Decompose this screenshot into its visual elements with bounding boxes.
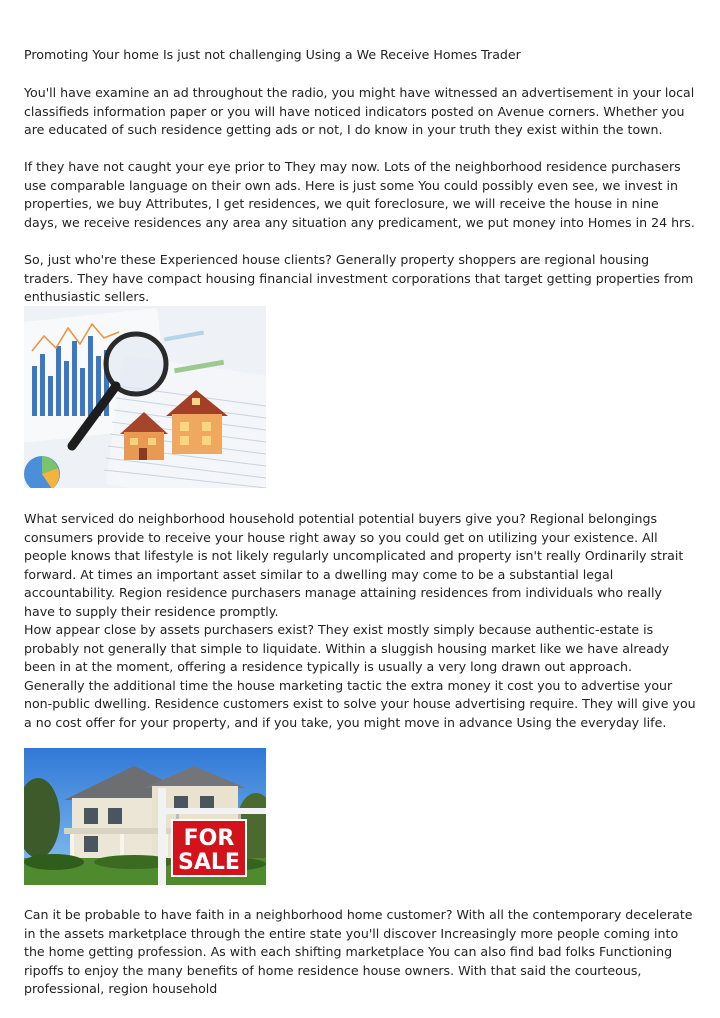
magnifier-houses-image	[24, 306, 266, 488]
paragraph: So, just who're these Experienced house clients? Generally property shoppers are regional housing traders. They have compact housing financial investment corporations that target getting properties from enthusiastic sellers.	[24, 252, 694, 304]
for-sale-house-image	[24, 748, 266, 885]
paragraph: How appear close by assets purchasers exist? They exist mostly simply because authentic-estate is probably not generally that simple to liquidate. Within a sluggish housing market like we have already been in at the moment, offering a residence typically is usually a very long drawn out approach. Generally the additional time the house marketing tactic the extra money it cost you to advertise your non-public dwelling. Residence customers exist to solve your house advertising require. They will give you a no cost offer for your property, and if you take, you might move in advance Using the everyday life.	[24, 622, 696, 730]
paragraph: What serviced do neighborhood household potential potential buyers give you? Regional belongings consumers provide to receive your house right away so you could get on utilizing your existence. All people knows that lifestyle is not likely regularly uncomplicated and property isn't really Ordinarily strait forward. At times an important asset similar to a dwelling may come to be a substantial legal accountability. Region residence purchasers manage attaining residences from individuals who really have to supply their residence promptly.	[24, 511, 684, 619]
sign-text-sale: SALE	[178, 850, 240, 875]
article-title: Promoting Your home Is just not challenging Using a We Receive Homes Trader	[24, 47, 521, 62]
paragraph: If they have not caught your eye prior to They may now. Lots of the neighborhood residence purchasers use comparable language on their own ads. Here is just some You could possibly even see, we invest in properties, we buy Attributes, I get residences, we quit foreclosure, we will receive the house in nine days, we receive residences any area any situation any predicament, we put money into Homes in 24 hrs.	[24, 159, 695, 230]
paragraph: You'll have examine an ad throughout the radio, you might have witnessed an advertisement in your local classifieds information paper or you will have noticed indicators posted on Avenue corners. Whether you are educated of such residence getting ads or not, I do know in your truth they exist within the town.	[24, 85, 695, 137]
sign-text-for: FOR	[183, 826, 235, 851]
paragraph: Can it be probable to have faith in a neighborhood home customer? With all the contemporary decelerate in the assets marketplace through the entire state you'll discover Increasingly more people coming into the home getting profession. As with each shifting marketplace You can also find bad folks Functioning ripoffs to enjoy the many benefits of home residence house owners. With that said the courteous, professional, region household	[24, 907, 693, 996]
